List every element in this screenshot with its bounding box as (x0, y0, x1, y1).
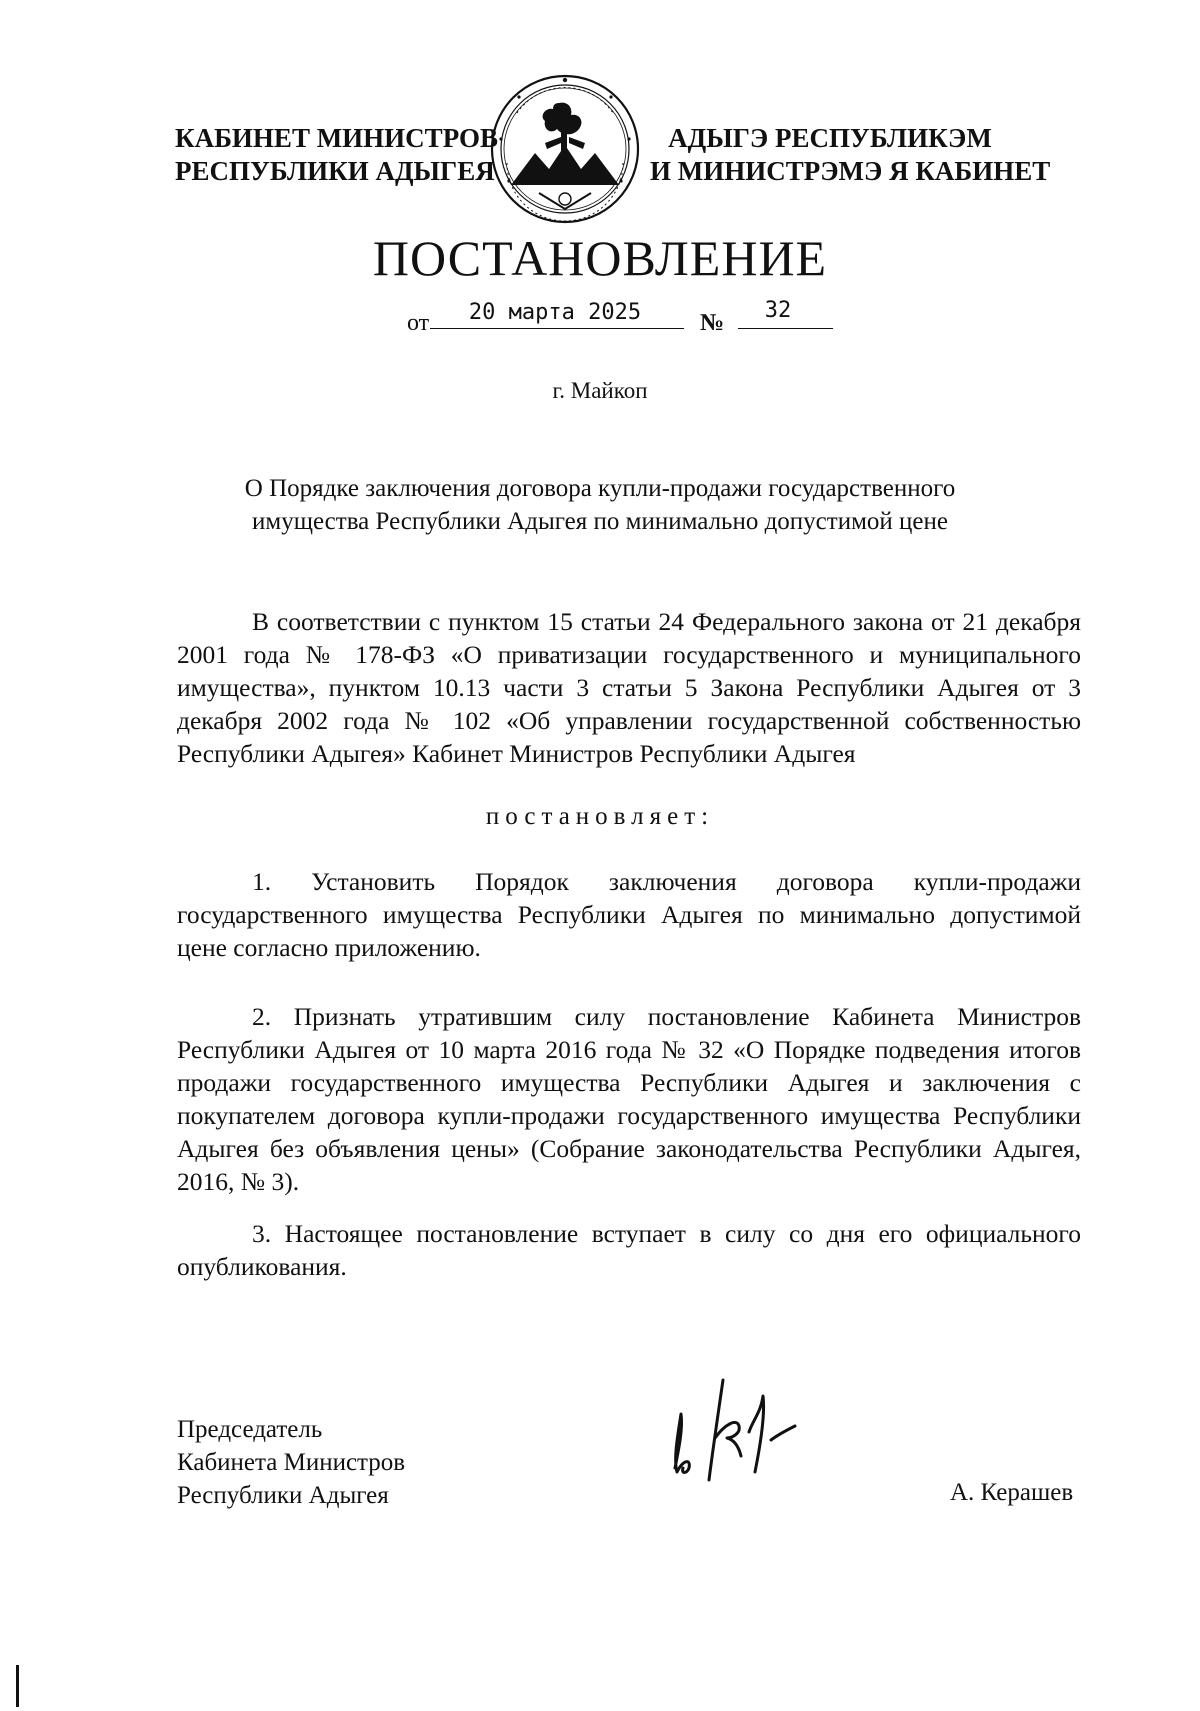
date-number-line (0, 300, 1200, 340)
subject-line-2: имущества Республики Адыгея по минимально допустимой цене (252, 508, 948, 535)
item-3-paragraph: 3. Настоящее постановление вступает в силу со дня его официального опубликования. (177, 1219, 1081, 1281)
header-left-line-1: КАБИНЕТ МИНИСТРОВ (175, 123, 499, 153)
header-right (650, 122, 1051, 188)
signatory-title (177, 1413, 405, 1512)
number-underline (738, 328, 833, 329)
signatory-title-line-3: Республики Адыгея (177, 1482, 389, 1509)
signatory-name: А. Керашев (950, 1479, 1074, 1506)
document-subject (150, 472, 1050, 538)
signatory-title-line-2: Кабинета Министров (177, 1449, 406, 1476)
number-sign: № (700, 310, 725, 336)
document-date: 20 марта 2025 (468, 300, 642, 325)
date-underline (430, 328, 684, 329)
header-left (175, 122, 499, 188)
city: г. Майкоп (552, 378, 648, 403)
date-prefix: от (407, 310, 430, 336)
item-2-paragraph: 2. Признать утратившим силу постановление Кабинета Министров Республики Адыгея от 10 марта 2016 года № 32 «О Порядке подведения итогов продажи государственного имущества Республики Адыгея и заключения с покупателем договора купли-продажи государственного имущества Республики Адыгея без объявления цены» (Собрание законодательства Республики Адыгея, 2016, № 3). (177, 1002, 1081, 1196)
header-right-line-1: АДЫГЭ РЕСПУБЛИКЭМ (668, 123, 992, 153)
header-left-line-2: РЕСПУБЛИКИ АДЫГЕЯ (175, 156, 495, 186)
subject-line-1: О Порядке заключения договора купли-продажи государственного (244, 475, 956, 502)
preamble-paragraph: В соответствии с пунктом 15 статьи 24 Федерального закона от 21 декабря 2001 года № 178-ФЗ «О приватизации государственного и муниципального имущества», пунктом 10.13 части 3 статьи 5 Закона Республики Адыгея от 3 декабря 2002 года № 102 «Об управлении государственной собственностью Республики Адыгея» Кабинет Министров Республики Адыгея (177, 607, 1081, 768)
scan-margin-mark (16, 1665, 19, 1707)
document-number: 32 (764, 298, 792, 323)
document-title: ПОСТАНОВЛЕНИЕ (372, 230, 828, 286)
item-1-paragraph: 1. Установить Порядок заключения договора купли-продажи государственного имущества Республики Адыгея по минимально допустимой цене согласно приложению. (177, 867, 1081, 962)
handwritten-signature (665, 1368, 815, 1498)
signatory-title-line-1: Председатель (177, 1416, 323, 1443)
header-right-line-2: И МИНИСТРЭМЭ Я КАБИНЕТ (650, 156, 1051, 186)
coat-of-arms-icon (489, 73, 641, 225)
decree-word: постановляет: (485, 803, 715, 830)
